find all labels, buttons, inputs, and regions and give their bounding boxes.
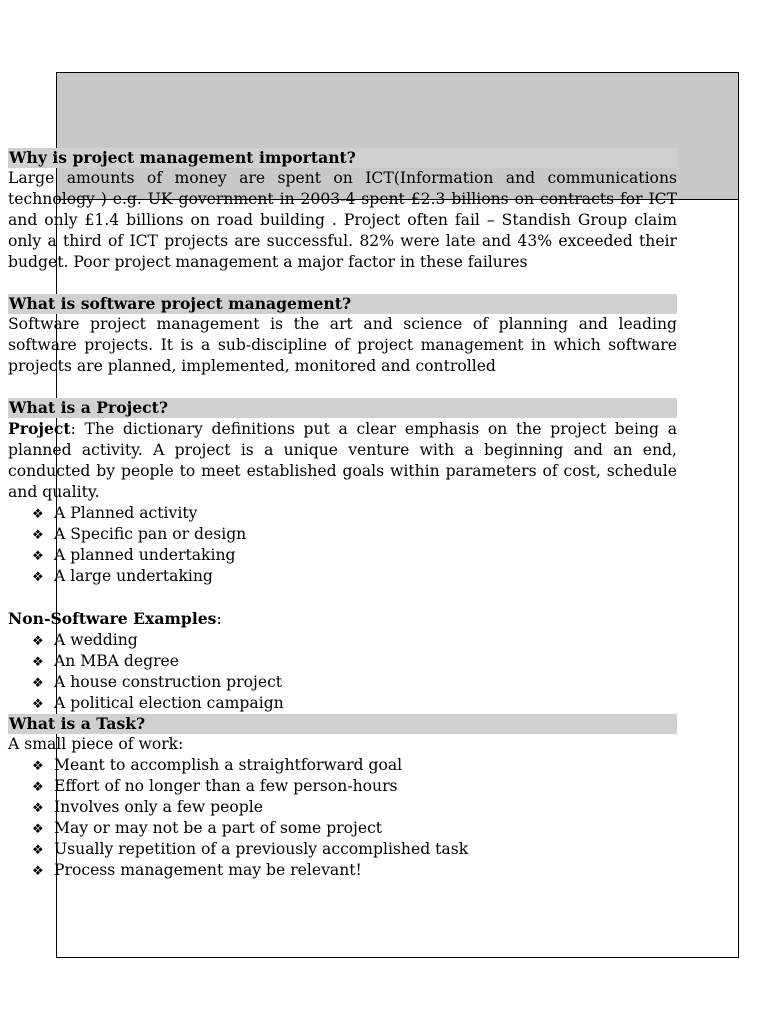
examples-label-line <box>8 608 677 630</box>
bullet-item <box>32 566 677 587</box>
section-heading-importance: Why is project management important? <box>8 148 677 168</box>
bullet-item <box>32 860 677 881</box>
bullet-item <box>32 524 677 545</box>
diamond-bullet-icon: ❖ <box>32 697 44 712</box>
spm-paragraph: Software project management is the art and science of planning and leading software projects. It is a sub-discipline of project management in which software projects are planned, implemented, monitored and controlled <box>8 315 677 375</box>
bullet-text: A Specific pan or design <box>54 525 247 543</box>
bullet-text: Process management may be relevant! <box>54 861 362 879</box>
bullet-item <box>32 797 677 818</box>
bullet-item <box>32 839 677 860</box>
bullet-item <box>32 693 677 714</box>
task-intro: A small piece of work: <box>8 735 184 753</box>
bullet-text: A wedding <box>54 631 138 649</box>
bullet-item <box>32 672 677 693</box>
project-definition: : The dictionary definitions put a clear emphasis on the project being a planned activity. A project is a unique venture with a beginning and an end, conducted by people to meet established goals within parameters of cost, schedule and quality. <box>8 420 677 501</box>
diamond-bullet-icon: ❖ <box>32 780 44 795</box>
diamond-bullet-icon: ❖ <box>32 528 44 543</box>
examples-label: Non-Software Examples <box>8 609 217 628</box>
bullet-text: A house construction project <box>54 673 283 691</box>
section-heading-spm: What is software project management? <box>8 294 677 314</box>
bullet-text: An MBA degree <box>54 652 180 670</box>
bullet-text: Usually repetition of a previously accomplished task <box>54 840 469 858</box>
section-heading-task: What is a Task? <box>8 714 677 734</box>
project-term: Project <box>8 419 71 438</box>
section-heading-project: What is a Project? <box>8 398 677 418</box>
diamond-bullet-icon: ❖ <box>32 507 44 522</box>
bullet-text: A Planned activity <box>54 504 198 522</box>
diamond-bullet-icon: ❖ <box>32 655 44 670</box>
diamond-bullet-icon: ❖ <box>32 549 44 564</box>
bullet-item <box>32 503 677 524</box>
bullet-item <box>32 776 677 797</box>
bullet-item <box>32 545 677 566</box>
bullet-text: A political election campaign <box>54 694 284 712</box>
bullet-item <box>32 818 677 839</box>
project-bullet-list <box>8 503 677 587</box>
bullet-text: Meant to accomplish a straightforward goal <box>54 756 403 774</box>
project-paragraph <box>8 418 677 503</box>
diamond-bullet-icon: ❖ <box>32 634 44 649</box>
bullet-text: Involves only a few people <box>54 798 263 816</box>
diamond-bullet-icon: ❖ <box>32 801 44 816</box>
diamond-bullet-icon: ❖ <box>32 864 44 879</box>
diamond-bullet-icon: ❖ <box>32 822 44 837</box>
bullet-text: May or may not be a part of some project <box>54 819 383 837</box>
bullet-item <box>32 630 677 651</box>
importance-paragraph: Large amounts of money are spent on ICT(Information and communications technology ) e.g. UK government in 2003-4 spent £2.3 billions on contracts for ICT and only £1.4 billions on road building . Project often fail – Standish Group claim only a third of ICT projects are successful. 82% were late and 43% exceeded their budget. Poor project management a major factor in these failures <box>8 169 677 271</box>
diamond-bullet-icon: ❖ <box>32 759 44 774</box>
task-bullet-list <box>8 755 677 881</box>
bullet-text: A large undertaking <box>54 567 213 585</box>
examples-colon: : <box>216 610 222 628</box>
bullet-text: A planned undertaking <box>54 546 236 564</box>
document-content <box>8 148 677 881</box>
diamond-bullet-icon: ❖ <box>32 843 44 858</box>
diamond-bullet-icon: ❖ <box>32 676 44 691</box>
examples-bullet-list <box>8 630 677 714</box>
bullet-text: Effort of no longer than a few person-hours <box>54 777 398 795</box>
bullet-item <box>32 651 677 672</box>
diamond-bullet-icon: ❖ <box>32 570 44 585</box>
bullet-item <box>32 755 677 776</box>
